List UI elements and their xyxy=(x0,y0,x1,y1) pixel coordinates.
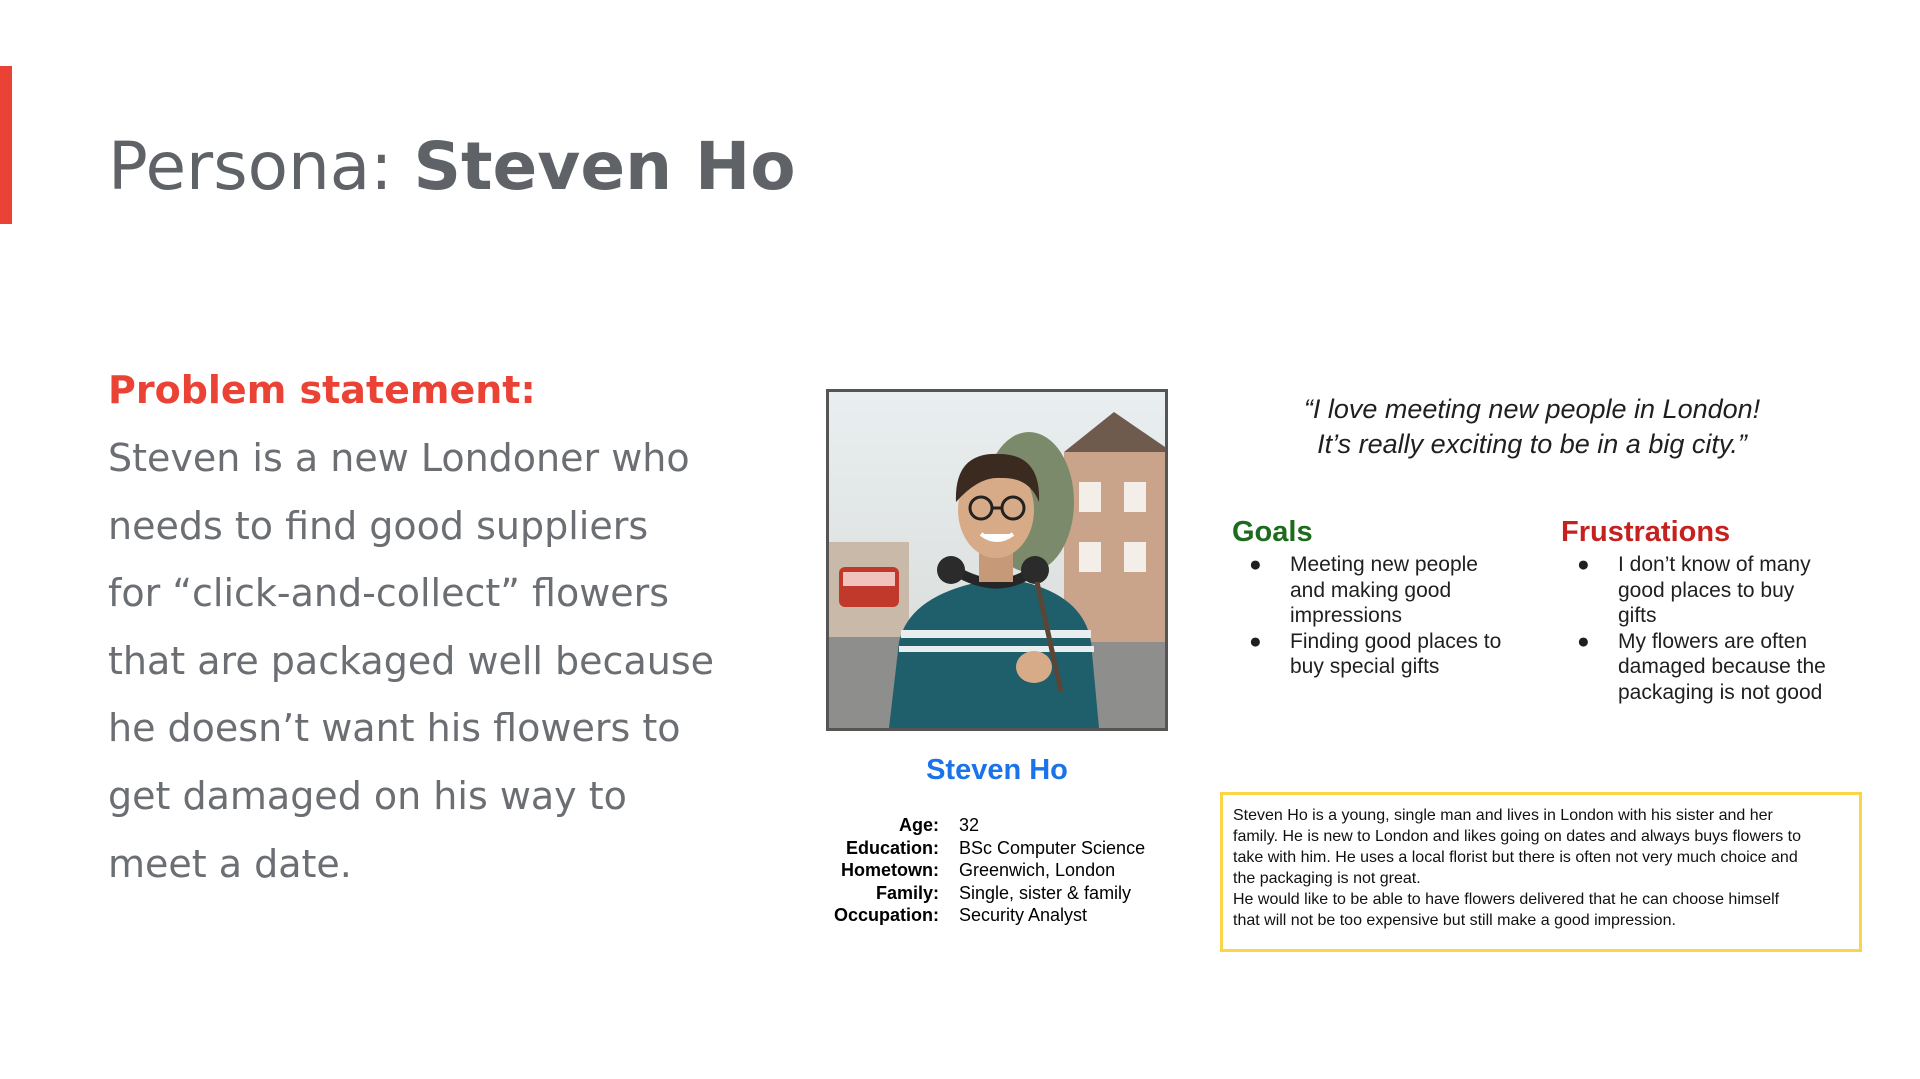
problem-line: meet a date. xyxy=(108,841,352,886)
fact-value: BSc Computer Science xyxy=(959,837,1146,858)
goal-item xyxy=(1235,552,1535,629)
frustration-line: damaged because the xyxy=(1618,655,1826,678)
fact-label: Occupation: xyxy=(833,905,939,925)
fact-value: Greenwich, London xyxy=(959,860,1116,880)
quote-line: It’s really exciting to be in a big city.” xyxy=(1317,429,1747,459)
bullet-icon: ● xyxy=(1577,553,1590,576)
fact-label: Hometown: xyxy=(841,860,939,880)
goal-line: and making good xyxy=(1290,578,1452,602)
problem-line: for “click-and-collect” flowers xyxy=(108,571,670,616)
frustration-item xyxy=(1563,552,1863,629)
frustrations-heading: Frustrations xyxy=(1561,516,1731,548)
problem-statement xyxy=(108,425,714,898)
frustration-item xyxy=(1563,629,1863,706)
fact-label: Education: xyxy=(846,837,939,858)
fact-row-age xyxy=(820,814,1145,837)
fact-label: Family: xyxy=(875,882,939,903)
slide-title xyxy=(108,122,796,212)
goal-item xyxy=(1235,629,1535,680)
goal-line: buy special gifts xyxy=(1290,655,1440,678)
persona-bio xyxy=(1220,792,1862,952)
persona-photo-illustration xyxy=(829,392,1165,728)
frustration-line: I don’t know of many xyxy=(1618,553,1811,576)
fact-row-hometown xyxy=(820,859,1145,882)
bio-line: that will not be too expensive but still make a good impression. xyxy=(1233,912,1676,929)
goal-line: impressions xyxy=(1290,604,1403,627)
frustration-line: My flowers are often xyxy=(1618,629,1808,653)
fact-value: Security Analyst xyxy=(959,905,1088,925)
bullet-icon: ● xyxy=(1577,629,1590,653)
frustrations-list xyxy=(1563,552,1863,705)
problem-line: that are packaged well because xyxy=(108,638,714,683)
bio-line: He would like to be able to have flowers delivered that he can choose himself xyxy=(1233,891,1780,908)
persona-photo xyxy=(826,389,1168,731)
title-name: Steven Ho xyxy=(413,128,796,205)
problem-heading: Problem statement: xyxy=(108,368,536,412)
goals-heading: Goals xyxy=(1232,516,1313,548)
fact-value: 32 xyxy=(959,815,980,835)
persona-quote xyxy=(1232,392,1832,462)
bio-line: take with him. He uses a local florist but there is often not very much choice and xyxy=(1233,849,1798,866)
fact-row-occupation xyxy=(820,904,1145,927)
bullet-icon: ● xyxy=(1249,553,1262,576)
persona-name: Steven Ho xyxy=(926,754,1068,786)
fact-value: Single, sister & family xyxy=(959,882,1132,903)
fact-label: Age: xyxy=(899,815,939,835)
goal-line: Finding good places to xyxy=(1290,629,1502,653)
fact-row-education xyxy=(820,837,1145,860)
goal-line: Meeting new people xyxy=(1290,553,1478,576)
bio-line: Steven Ho is a young, single man and lives in London with his sister and her xyxy=(1233,807,1773,824)
frustration-line: gifts xyxy=(1618,604,1657,627)
frustration-line: good places to buy xyxy=(1618,578,1795,602)
title-prefix: Persona: xyxy=(108,128,414,205)
fact-row-family xyxy=(820,882,1145,905)
problem-line: needs to find good suppliers xyxy=(108,503,649,548)
frustration-line: packaging is not good xyxy=(1618,680,1823,704)
goals-list xyxy=(1235,552,1535,680)
problem-line: he doesn’t want his flowers to xyxy=(108,706,681,751)
bio-line: the packaging is not great. xyxy=(1233,870,1421,887)
accent-bar xyxy=(0,66,12,224)
problem-line: Steven is a new Londoner who xyxy=(108,436,690,480)
persona-facts xyxy=(820,814,1145,927)
quote-line: “I love meeting new people in London! xyxy=(1303,394,1761,424)
bullet-icon: ● xyxy=(1249,629,1262,653)
bio-line: family. He is new to London and likes going on dates and always buys flowers to xyxy=(1233,828,1802,845)
problem-line: get damaged on his way to xyxy=(108,773,627,818)
